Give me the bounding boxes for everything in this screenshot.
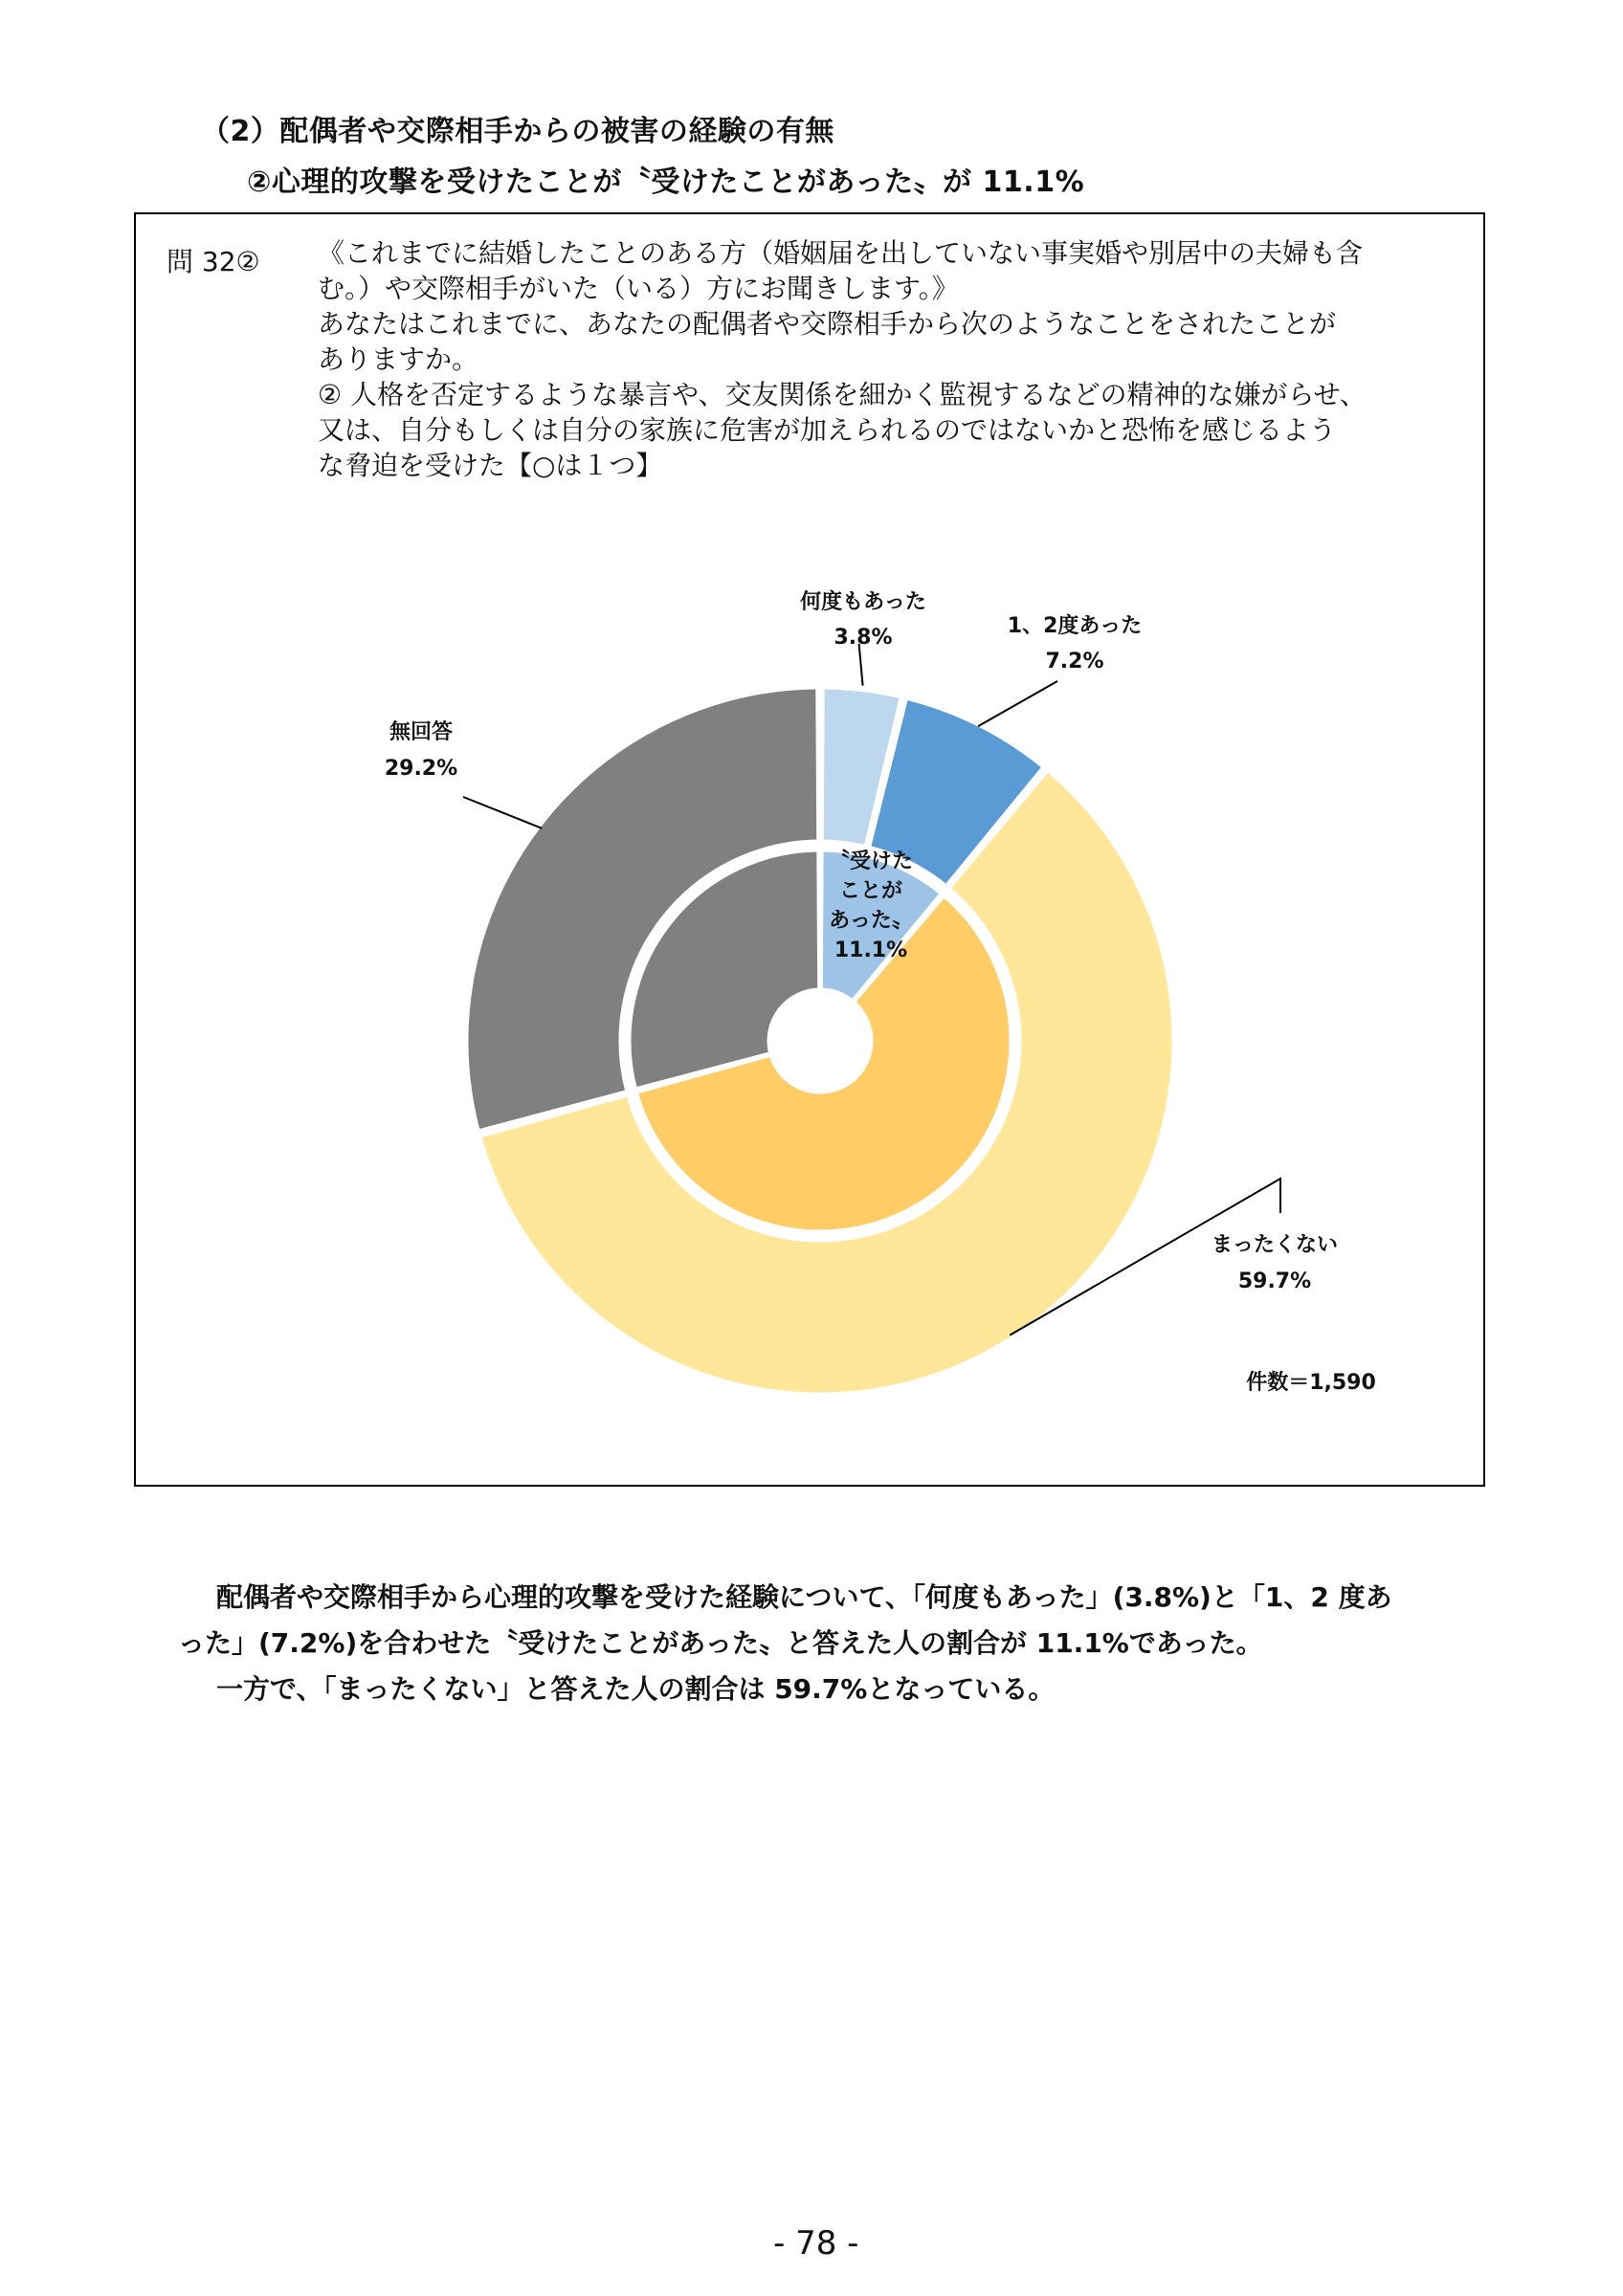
question-line: あなたはこれまでに、あなたの配偶者や交際相手から次のようなことをされたことが: [318, 308, 1337, 340]
section-title: （2）配偶者や交際相手からの被害の経験の有無: [201, 115, 834, 148]
leader-line-3: [463, 797, 542, 828]
summary-paragraph-3: 一方で、「まったくない」と答えた人の割合は 59.7%となっている。: [216, 1673, 1056, 1705]
question-line: む。）や交際相手がいた（いる）方にお聞きします。》: [318, 273, 959, 304]
question-line: 《これまでに結婚したことのある方（婚姻届を出していない事実婚や別居中の夫婦も含: [318, 237, 1364, 269]
n-count-label: 件数＝1,590: [1246, 1371, 1376, 1395]
sub-title: ②心理的攻撃を受けたことが〝受けたことがあった〟が 11.1%: [247, 166, 1085, 199]
outer-value-1: 7.2%: [1045, 650, 1104, 673]
outer-value-3: 29.2%: [384, 757, 458, 781]
question-line: 又は、自分もしくは自分の家族に危害が加えられるのではないかと恐怖を感じるよう: [318, 414, 1337, 446]
inner-value: 11.1%: [834, 938, 908, 962]
leader-line-0: [859, 644, 863, 686]
inner-label-line-1: ことが: [838, 879, 903, 903]
page-number: - 78 -: [773, 2224, 859, 2263]
outer-label-3: 無回答: [389, 720, 454, 744]
outer-label-2: まったくない: [1211, 1233, 1339, 1257]
question-line: ② 人格を否定するような暴言や、交友関係を細かく監視するなどの精神的な嫌がらせ、: [318, 379, 1367, 410]
outer-value-2: 59.7%: [1237, 1269, 1312, 1293]
question-line: ありますか。: [318, 343, 479, 375]
summary-paragraph-2: った」(7.2%)を合わせた〝受けたことがあった〟と答えた人の割合が 11.1%であった。: [178, 1627, 1263, 1659]
question-line: な脅迫を受けた【○は１つ】: [318, 450, 663, 481]
summary-paragraph-1: 配偶者や交際相手から心理的攻撃を受けた経験について、「何度もあった」(3.8%)と「1、2 度あ: [216, 1581, 1392, 1613]
summary-text: [178, 1575, 1499, 1712]
outer-value-0: 3.8%: [834, 626, 893, 650]
leader-line-1: [978, 681, 1057, 726]
inner-label-line-0: 〝受けた: [828, 850, 914, 873]
outer-ring: [466, 687, 1174, 1395]
inner-label-line-2: あった〟: [829, 909, 913, 933]
outer-label-0: 何度もあった: [800, 590, 926, 614]
outer-label-1: 1、2度あった: [1007, 614, 1143, 638]
inner-ring: [629, 850, 1012, 1232]
question-number: 問 32②: [167, 246, 260, 277]
